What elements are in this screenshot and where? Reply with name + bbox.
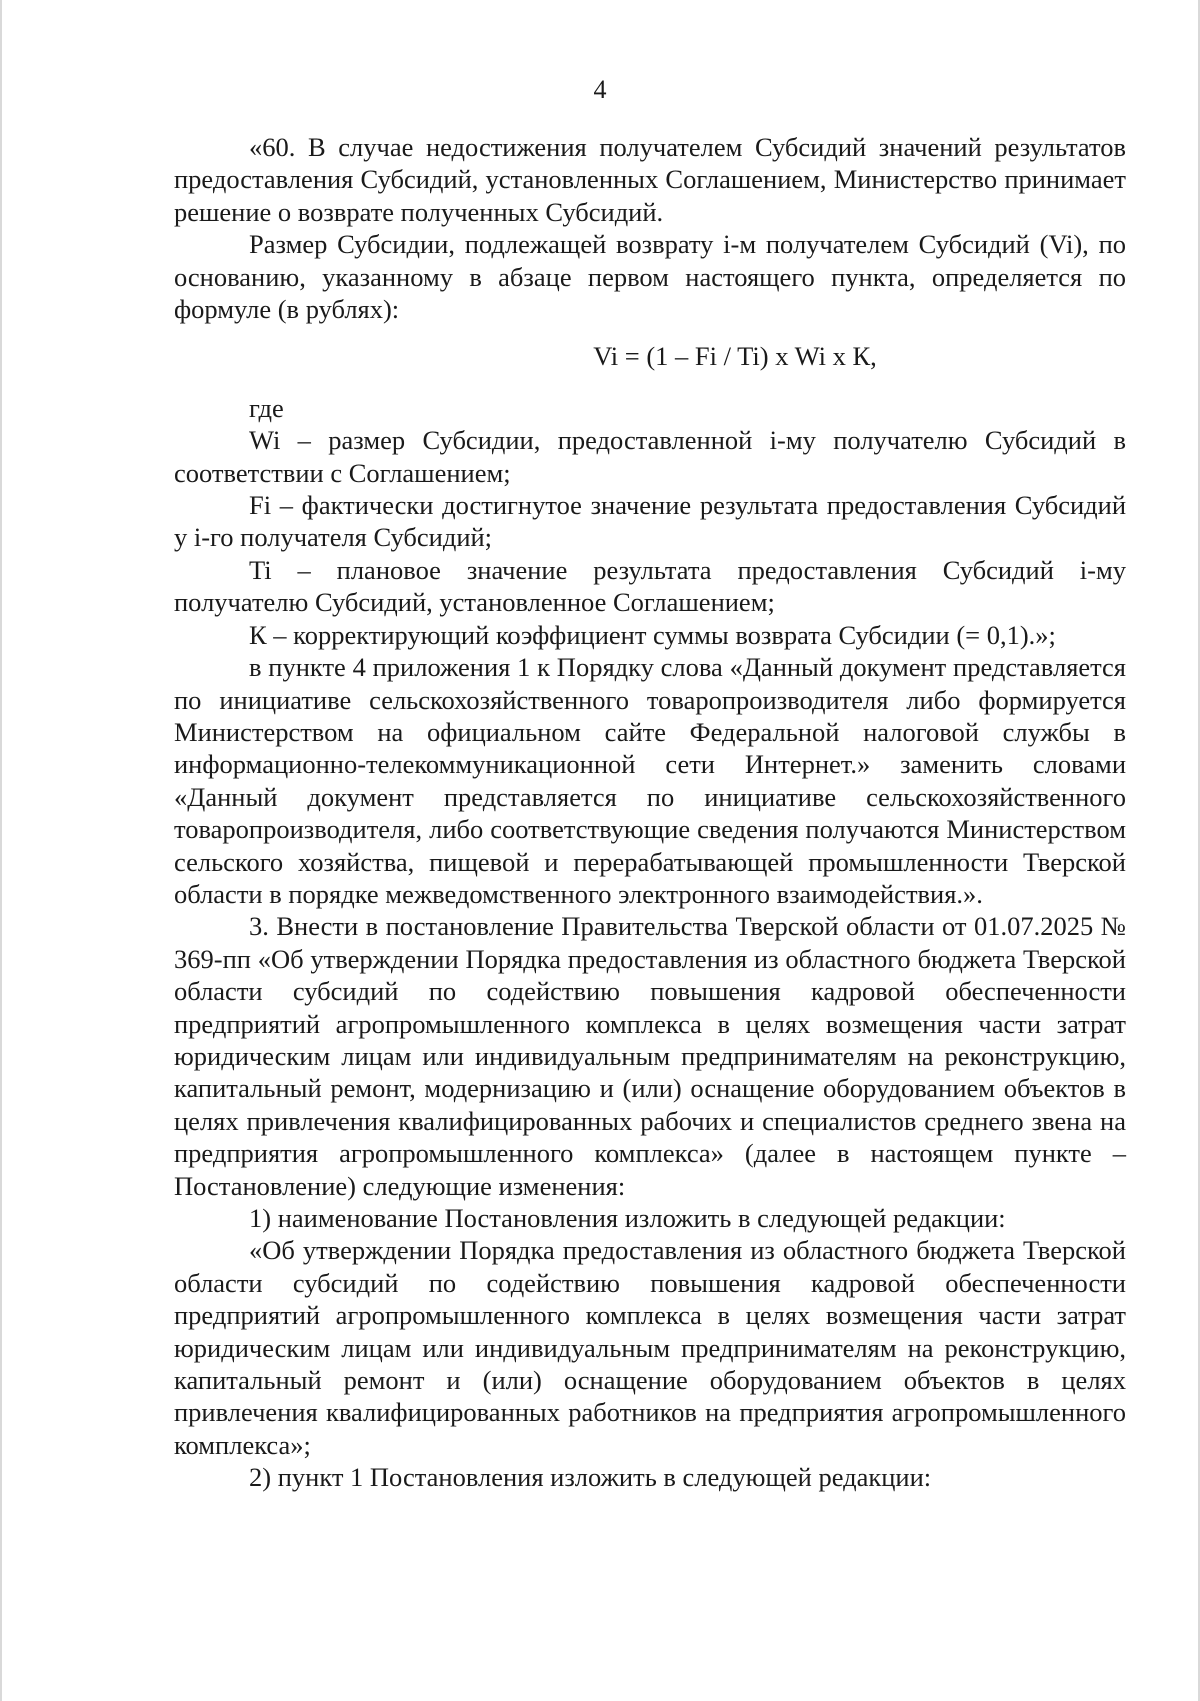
paragraph-3-item-2: 2) пункт 1 Постановления изложить в следующей редакции: xyxy=(249,1462,932,1493)
definition-ti: Ti – плановое значение результата предоставления Субсидий i-му получателю Субсидий, установленное Соглашением; xyxy=(174,554,1126,618)
definition-k: К – корректирующий коэффициент суммы возврата Субсидии (= 0,1).»; xyxy=(249,619,1056,650)
paragraph-refund-size: Размер Субсидии, подлежащей возврату i-м получателем Субсидий (Vi), по основанию, указанному в абзаце первом настоящего пункта, определяется по формуле (в рублях): xyxy=(174,229,1126,325)
scan-edge-left xyxy=(0,0,2,1701)
paragraph-new-title: «Об утверждении Порядка предоставления из областного бюджета Тверской области субсидий по содействию повышения кадровой обеспеченности предприятий агропромышленного комплекса в целях возмещения части затрат юридическим лицам или индивидуальным предпринимателям на реконструкцию, капитальный ремонт и (или) оснащение оборудованием объектов в целях привлечения квалифицированных работников на предприятия агропромышленного комплекса»; xyxy=(174,1235,1126,1460)
formula: Vi = (1 – Fi / Ti) x Wi x К, xyxy=(593,341,877,372)
paragraph-3: 3. Внести в постановление Правительства Тверской области от 01.07.2025 № 369-пп «Об утверждении Порядка предоставления из областного бюджета Тверской области субсидий по содействию повышения кадровой обеспеченности предприятий агропромышленного комплекса в целях возмещения части затрат юридическим лицам или индивидуальным предпринимателям на реконструкцию, капитальный ремонт, модернизацию и (или) оснащение оборудованием объектов в целях привлечения квалифицированных рабочих и специалистов среднего звена на предприятия агропромышленного комплекса» (далее в настоящем пункте – Постановление) следующие изменения: xyxy=(174,911,1126,1201)
paragraph-60: «60. В случае недостижения получателем Субсидий значений результатов предоставления Субсидий, установленных Соглашением, Министерство принимает решение о возврате полученных Субсидий. xyxy=(174,132,1126,227)
paragraph-3-item-1: 1) наименование Постановления изложить в следующей редакции: xyxy=(249,1203,1006,1233)
definition-fi: Fi – фактически достигнутое значение результата предоставления Субсидий у i-го получателя Субсидий; xyxy=(174,490,1126,553)
definition-wi: Wi – размер Субсидии, предоставленной i-му получателю Субсидий в соответствии с Соглашением; xyxy=(174,425,1126,488)
page-number: 4 xyxy=(593,75,607,104)
paragraph-appendix-1-item-4: в пункте 4 приложения 1 к Порядку слова «Данный документ представляется по инициативе сельскохозяйственного товаропроизводителя либо формируется Министерством на официальном сайте Федеральной налоговой службы в информационно-телекоммуникационной сети Интернет.» заменить словами «Данный документ представляется по инициативе сельскохозяйственного товаропроизводителя, либо соответствующие сведения получаются Министерством сельского хозяйства, пищевой и перерабатывающей промышленности Тверской области в порядке межведомственного электронного взаимодействия.». xyxy=(174,652,1126,909)
definition-where: где xyxy=(249,392,284,423)
document-body xyxy=(174,131,1126,1494)
